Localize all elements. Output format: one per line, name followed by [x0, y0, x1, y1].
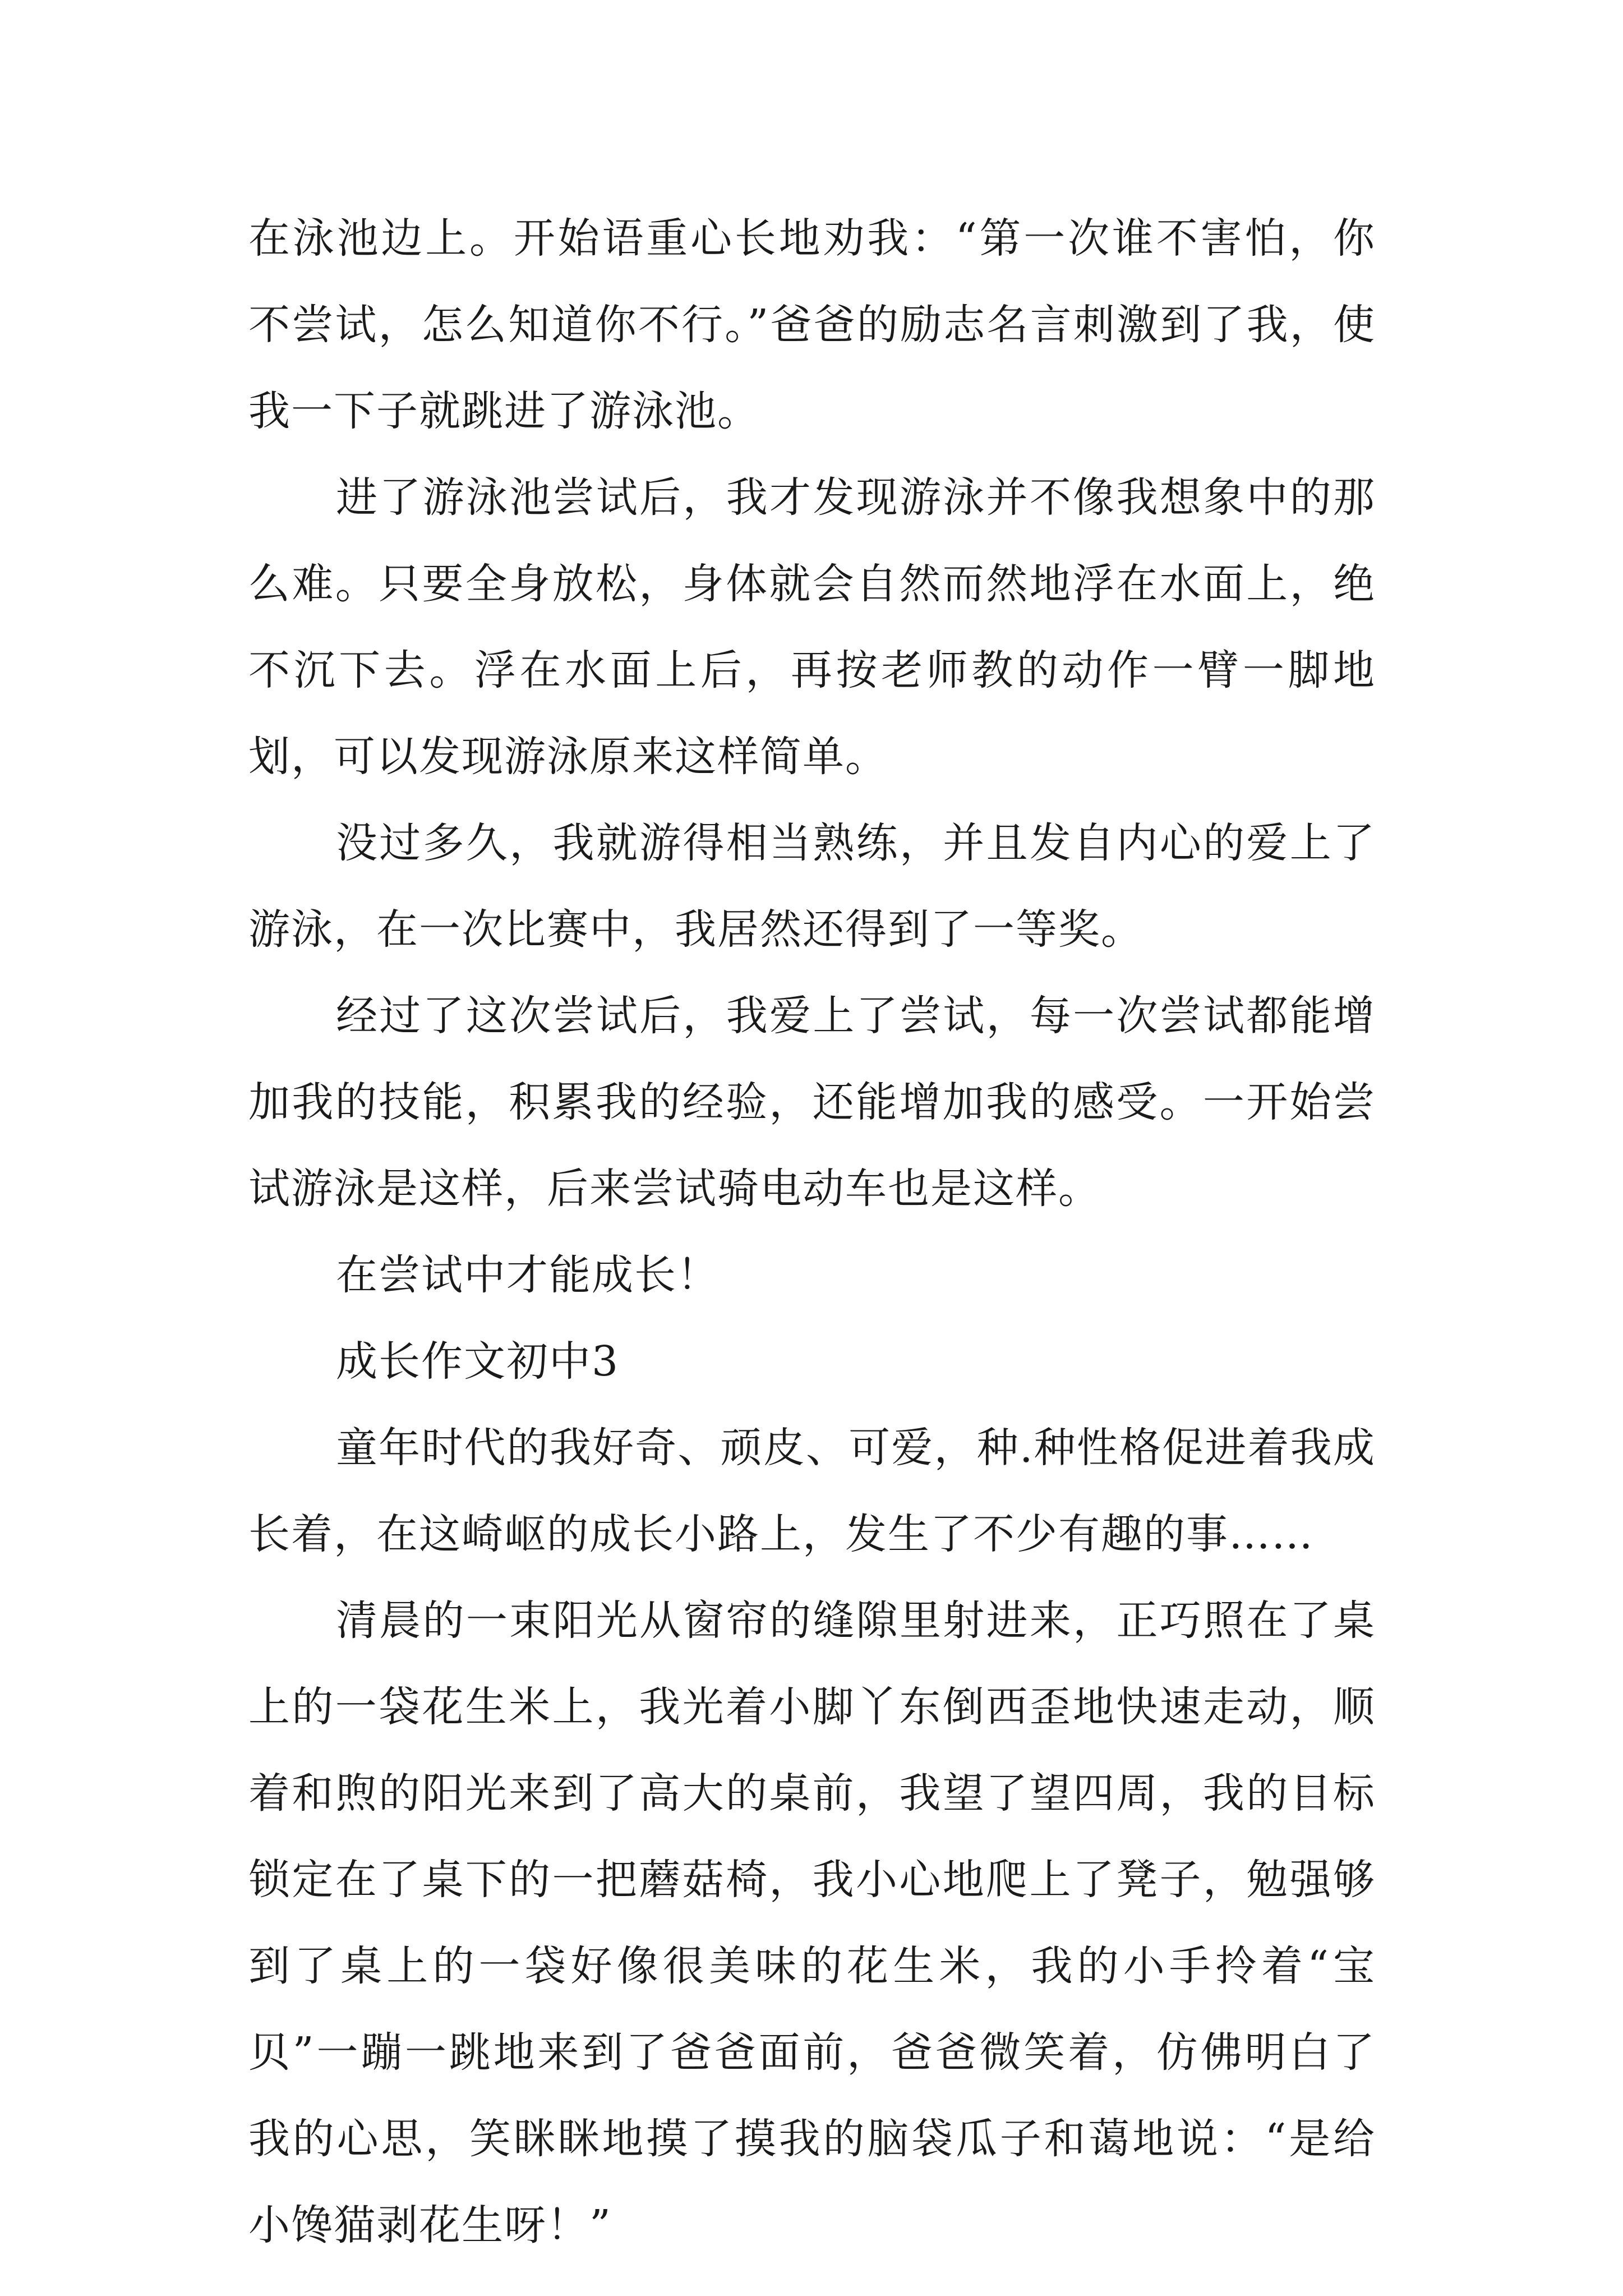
- paragraph-5: 在尝试中才能成长！: [336, 1251, 720, 1299]
- paragraph-3: 没过多久，我就游得相当熟练，并且发自内心的爱上了游泳，在一次比赛中，我居然还得到了一等奖。: [248, 819, 1376, 954]
- paragraph-1: 在泳池边上。开始语重心长地劝我：“第一次谁不害怕，你不尝试，怎么知道你不行。”爸爸的励志名言刺激到了我，使我一下子就跳进了游泳池。: [248, 214, 1376, 435]
- paragraph-6: 童年时代的我好奇、顽皮、可爱，种.种性格促进着我成长着，在这崎岖的成长小路上，发生了不少有趣的事……: [248, 1424, 1376, 1558]
- section-title: 成长作文初中3: [336, 1337, 620, 1386]
- paragraph-4: 经过了这次尝试后，我爱上了尝试，每一次尝试都能增加我的技能，积累我的经验，还能增加我的感受。一开始尝试游泳是这样，后来尝试骑电动车也是这样。: [248, 992, 1376, 1213]
- document-body: [248, 195, 1376, 2269]
- paragraph-2: 进了游泳池尝试后，我才发现游泳并不像我想象中的那么难。只要全身放松，身体就会自然而然地浮在水面上，绝不沉下去。浮在水面上后，再按老师教的动作一臂一脚地划，可以发现游泳原来这样简单。: [248, 473, 1376, 781]
- paragraph-7: 清晨的一束阳光从窗帘的缝隙里射进来，正巧照在了桌上的一袋花生米上，我光着小脚丫东倒西歪地快速走动，顺着和煦的阳光来到了高大的桌前，我望了望四周，我的目标锁定在了桌下的一把蘑菇椅，我小心地爬上了凳子，勉强够到了桌上的一袋好像很美味的花生米，我的小手拎着“宝贝”一蹦一跳地来到了爸爸面前，爸爸微笑着，仿佛明白了我的心思，笑眯眯地摸了摸我的脑袋瓜子和蔼地说：“是给小馋猫剥花生呀！”: [248, 1596, 1376, 2249]
